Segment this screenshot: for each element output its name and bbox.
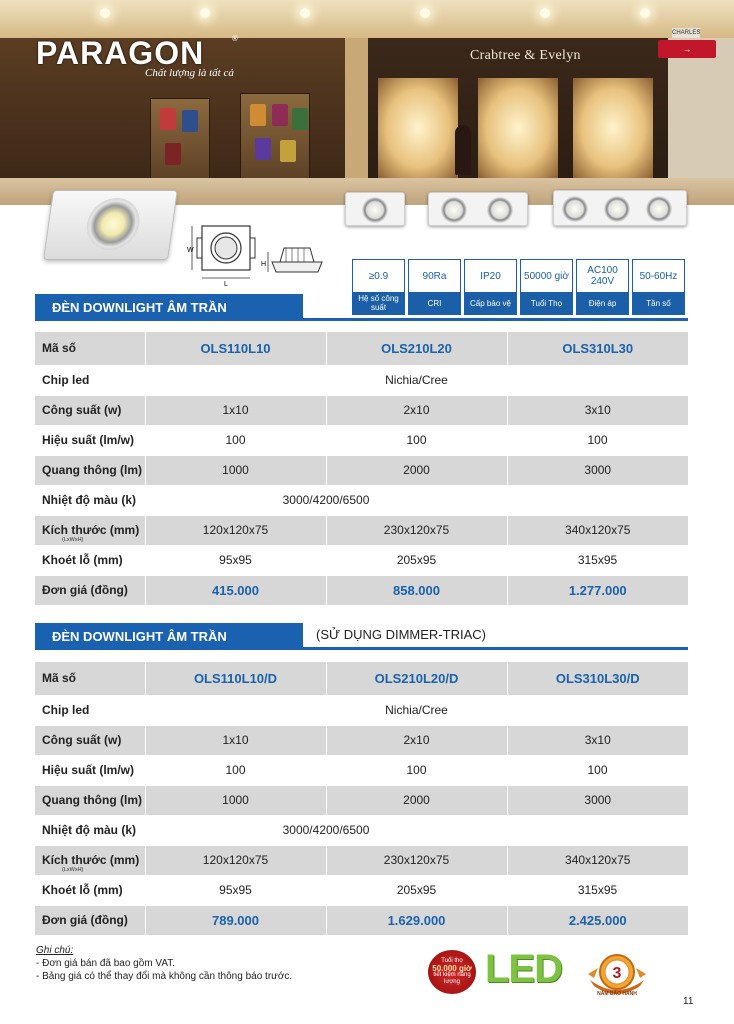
- table-cell: 3000: [507, 785, 688, 815]
- product-code: OLS310L30/D: [507, 662, 688, 695]
- section-header-1: [35, 294, 688, 320]
- row-label: Mã số: [35, 662, 145, 695]
- warranty-badge: [584, 950, 650, 998]
- row-label: Chip led: [35, 365, 145, 395]
- spec-value: ≥0.9: [368, 270, 389, 282]
- row-label: Hiệu suất (lm/w): [35, 425, 145, 455]
- dim-w-label: W: [187, 247, 194, 254]
- suitcase: [292, 108, 308, 130]
- row-label: Đơn giá (đồng): [35, 575, 145, 605]
- ceiling-light: [640, 8, 650, 18]
- row-label: [35, 515, 145, 545]
- warranty-text: NĂM BẢO HÀNH: [597, 991, 637, 997]
- led-ring: [562, 196, 588, 222]
- row-label-text: Kích thước (mm): [42, 523, 140, 537]
- dim-h-label: H: [261, 261, 267, 268]
- table-row: [35, 365, 688, 395]
- table-cell: [507, 815, 688, 845]
- led-ring: [604, 196, 630, 222]
- table-row: [35, 545, 688, 575]
- table-cell: 2000: [326, 785, 507, 815]
- spec-label: Tuổi Thọ: [521, 292, 572, 314]
- table-row: [35, 905, 688, 935]
- section-header-2: [35, 623, 688, 649]
- row-label: Nhiệt độ màu (k): [35, 485, 145, 515]
- table-cell: 95x95: [145, 545, 326, 575]
- suitcase: [272, 104, 288, 126]
- table-row: [35, 755, 688, 785]
- table-cell: 100: [326, 755, 507, 785]
- ceiling: [0, 0, 734, 38]
- table-cell: Nichia/Cree: [145, 365, 688, 395]
- row-label-sub: (LxWxH): [62, 536, 84, 543]
- table-row: [35, 575, 688, 605]
- product-code: OLS110L10: [145, 332, 326, 365]
- suitcase: [280, 140, 296, 162]
- table-cell: 1000: [145, 785, 326, 815]
- table-cell: 2x10: [326, 395, 507, 425]
- table-cell: 1x10: [145, 395, 326, 425]
- section-underline: [35, 318, 688, 321]
- table-row: [35, 485, 688, 515]
- table-row: [35, 785, 688, 815]
- table-row: [35, 725, 688, 755]
- row-label: Công suất (w): [35, 725, 145, 755]
- table-cell: 100: [145, 425, 326, 455]
- page-number: 11: [683, 996, 694, 1007]
- spec-label: Điện áp: [577, 292, 628, 314]
- table-cell: 120x120x75: [145, 515, 326, 545]
- price-cell: 789.000: [145, 905, 326, 935]
- suitcase: [255, 138, 271, 160]
- led-ring: [487, 197, 513, 223]
- row-label: Công suất (w): [35, 395, 145, 425]
- table-cell: 95x95: [145, 875, 326, 905]
- table-cell: 340x120x75: [507, 845, 688, 875]
- table-row: [35, 875, 688, 905]
- product-code: OLS210L20: [326, 332, 507, 365]
- lifetime-badge: [428, 950, 476, 994]
- table-cell: [507, 485, 688, 515]
- price-table-1: [35, 332, 688, 606]
- suitcase: [160, 108, 176, 130]
- table-cell: 3x10: [507, 725, 688, 755]
- shelf: [150, 98, 210, 183]
- spec-value: AC100 240V: [587, 265, 618, 287]
- ceiling-light: [200, 8, 210, 18]
- row-label: Khoét lỗ (mm): [35, 875, 145, 905]
- row-label: Quang thông (lm): [35, 785, 145, 815]
- row-label-sub: (LxWxH): [62, 866, 84, 873]
- table-cell: 100: [507, 425, 688, 455]
- table-cell: 230x120x75: [326, 845, 507, 875]
- price-cell: 858.000: [326, 575, 507, 605]
- table-row: [35, 455, 688, 485]
- spec-label: CRI: [409, 292, 460, 314]
- table-row: [35, 662, 688, 695]
- ceiling-light: [420, 8, 430, 18]
- table-row: [35, 425, 688, 455]
- led-ring: [362, 197, 388, 223]
- badge-bottom: tiết kiệm năng lượng: [433, 972, 471, 985]
- product-thumb-2: [428, 192, 528, 226]
- price-cell: 415.000: [145, 575, 326, 605]
- spec-value: IP20: [480, 270, 501, 282]
- product-code: OLS310L30: [507, 332, 688, 365]
- table-cell: 2000: [326, 455, 507, 485]
- dimension-drawing: [188, 218, 338, 288]
- pillar: [345, 38, 369, 188]
- row-label: Hiệu suất (lm/w): [35, 755, 145, 785]
- dim-l-label: L: [224, 281, 228, 288]
- table-cell: 340x120x75: [507, 515, 688, 545]
- table-cell: 1000: [145, 455, 326, 485]
- table-row: [35, 332, 688, 365]
- table-cell: 230x120x75: [326, 515, 507, 545]
- spec-value: 90Ra: [422, 270, 447, 282]
- table-cell: 2x10: [326, 725, 507, 755]
- exit-sign: →: [658, 40, 716, 58]
- brand-tagline: Chất lượng là tất cả: [145, 67, 234, 79]
- table-cell: 3x10: [507, 395, 688, 425]
- spec-value: 50000 giờ: [524, 270, 569, 282]
- spec-value: 50-60Hz: [639, 270, 678, 282]
- table-row: [35, 515, 688, 545]
- table-cell: 3000/4200/6500: [145, 485, 507, 515]
- table-row: [35, 695, 688, 725]
- price-cell: 2.425.000: [507, 905, 688, 935]
- row-label: Nhiệt độ màu (k): [35, 815, 145, 845]
- product-photo-main: [43, 190, 178, 260]
- badge-hours: 50.000 giờ: [432, 964, 472, 973]
- table-cell: 315x95: [507, 545, 688, 575]
- store-sign: Crabtree & Evelyn: [470, 48, 581, 63]
- table-cell: 120x120x75: [145, 845, 326, 875]
- shopper: [455, 125, 471, 175]
- section-title: ĐÈN DOWNLIGHT ÂM TRẦN: [52, 629, 227, 644]
- spec-label: Cấp bảo vệ: [465, 292, 516, 314]
- ceiling-light: [540, 8, 550, 18]
- product-code: OLS210L20/D: [326, 662, 507, 695]
- hero-banner: [0, 0, 734, 205]
- row-label: Khoét lỗ (mm): [35, 545, 145, 575]
- wall: [668, 38, 734, 188]
- table-cell: 100: [145, 755, 326, 785]
- table-row: [35, 815, 688, 845]
- row-label: Quang thông (lm): [35, 455, 145, 485]
- table-cell: 315x95: [507, 875, 688, 905]
- row-label: Mã số: [35, 332, 145, 365]
- table-cell: 100: [326, 425, 507, 455]
- table-row: [35, 395, 688, 425]
- price-cell: 1.277.000: [507, 575, 688, 605]
- table-cell: 3000/4200/6500: [145, 815, 507, 845]
- warranty-years: 3: [612, 965, 622, 982]
- section-title: ĐÈN DOWNLIGHT ÂM TRẦN: [52, 300, 227, 315]
- led-ring: [441, 197, 467, 223]
- badge-top: Tuổi thọ: [441, 958, 463, 964]
- footnotes: [36, 944, 292, 983]
- row-label: Chip led: [35, 695, 145, 725]
- price-table-2: [35, 662, 688, 936]
- suitcase: [182, 110, 198, 132]
- ceiling-light: [100, 8, 110, 18]
- window-glow: [573, 78, 653, 178]
- row-label: [35, 845, 145, 875]
- row-label-text: Kích thước (mm): [42, 853, 140, 867]
- table-cell: 100: [507, 755, 688, 785]
- spec-label: Hệ số công suất: [353, 292, 404, 314]
- table-cell: 205x95: [326, 875, 507, 905]
- price-cell: 1.629.000: [326, 905, 507, 935]
- spec-label: Tần số: [633, 292, 684, 314]
- store-plate: CHARLES: [672, 30, 701, 36]
- section-underline: [35, 647, 688, 650]
- led-ring: [83, 198, 142, 250]
- ceiling-light: [300, 8, 310, 18]
- product-code: OLS110L10/D: [145, 662, 326, 695]
- product-thumb-3: [553, 190, 687, 226]
- table-cell: Nichia/Cree: [145, 695, 688, 725]
- note-line: - Đơn giá bán đã bao gồm VAT.: [36, 958, 176, 969]
- suitcase: [165, 143, 181, 165]
- window-glow: [478, 78, 558, 178]
- product-thumb-1: [345, 192, 405, 226]
- table-cell: 3000: [507, 455, 688, 485]
- registered-mark: ®: [232, 34, 238, 43]
- table-cell: 205x95: [326, 545, 507, 575]
- window-glow: [378, 78, 458, 178]
- suitcase: [250, 104, 266, 126]
- section-note: (SỬ DỤNG DIMMER-TRIAC): [316, 627, 486, 642]
- row-label: Đơn giá (đồng): [35, 905, 145, 935]
- table-cell: 1x10: [145, 725, 326, 755]
- led-ring: [646, 196, 672, 222]
- brand-logo: PARAGON: [36, 35, 205, 71]
- notes-title: Ghi chú:: [36, 945, 74, 956]
- note-line: - Bảng giá có thể thay đổi mà không cần thông báo trước.: [36, 971, 293, 982]
- led-logo: LED: [485, 947, 562, 991]
- table-row: [35, 845, 688, 875]
